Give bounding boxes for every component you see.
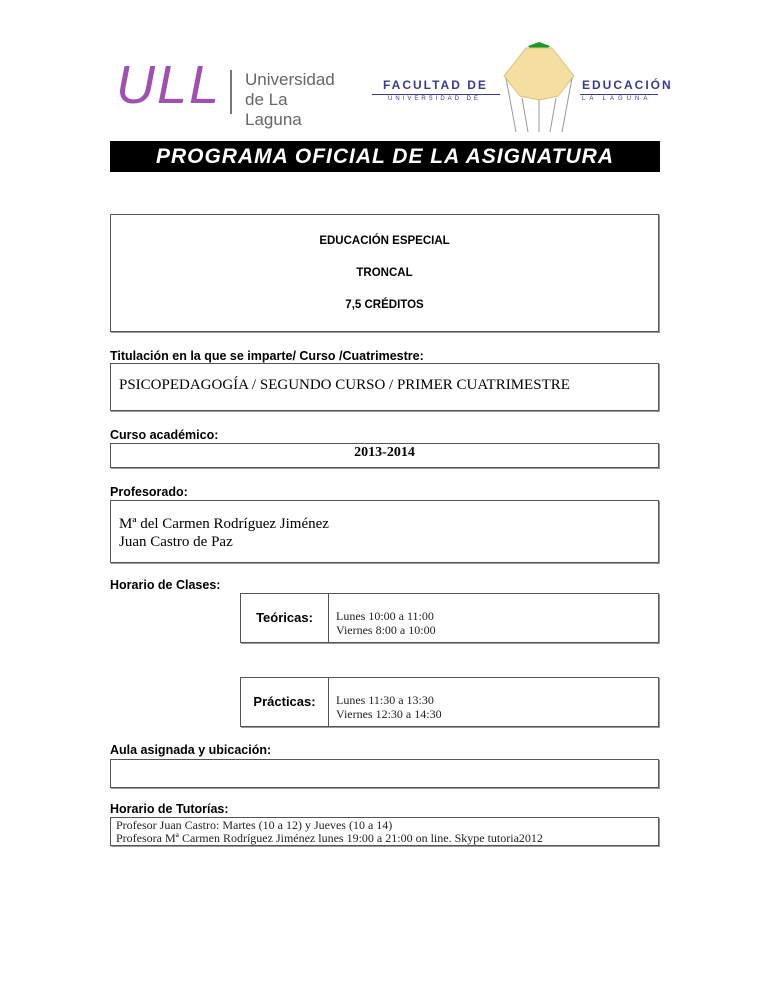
- subject-type: TRONCAL: [356, 267, 413, 279]
- classroom-box: [110, 759, 659, 788]
- year-box: [110, 443, 659, 468]
- ull-logo-mark: ULL: [116, 55, 222, 115]
- practice-box: [240, 677, 659, 727]
- subject-credits: 7,5 CRÉDITOS: [345, 299, 424, 311]
- theory-time: Viernes 8:00 a 10:00: [336, 623, 436, 637]
- subject-name: EDUCACIÓN ESPECIAL: [319, 235, 450, 247]
- ull-logo-line2: de La Laguna: [245, 90, 302, 129]
- faculty-box: [110, 500, 659, 563]
- theory-box: [240, 593, 659, 643]
- practice-label: Prácticas:: [241, 678, 329, 726]
- faculty-logo-right-bottom: LA LAGUNA: [582, 96, 652, 102]
- tutoring-line: Profesor Juan Castro: Martes (10 a 12) y Jueves (10 a 14): [116, 818, 393, 832]
- ull-logo-line1: Universidad: [245, 70, 335, 89]
- faculty-logo-left-top: FACULTAD DE: [383, 78, 488, 92]
- degree-value: PSICOPEDAGOGÍA / SEGUNDO CURSO / PRIMER CUATRIMESTRE: [119, 377, 570, 393]
- faculty-logo-right-top: EDUCACIÓN: [582, 78, 673, 92]
- classroom-label: Aula asignada y ubicación:: [110, 743, 272, 757]
- faculty-logo-left-bottom: UNIVERSIDAD DE: [388, 96, 482, 102]
- faculty-logo: [370, 42, 673, 134]
- theory-time: Lunes 10:00 a 11:00: [336, 609, 434, 623]
- title-banner-text: PROGRAMA OFICIAL DE LA ASIGNATURA: [155, 145, 615, 168]
- schedule-label: Horario de Clases:: [110, 578, 221, 592]
- tutoring-label: Horario de Tutorías:: [110, 802, 229, 816]
- degree-box: [110, 363, 659, 411]
- year-value: 2013-2014: [354, 445, 415, 460]
- pencil-icon: [498, 42, 580, 134]
- faculty-name: Mª del Carmen Rodríguez Jiménez: [119, 516, 329, 532]
- title-banner: [110, 141, 660, 172]
- degree-label: Titulación en la que se imparte/ Curso /Cuatrimestre:: [110, 349, 424, 363]
- subject-box: [110, 214, 659, 332]
- ull-logo: [116, 55, 346, 129]
- tutoring-box: [110, 817, 659, 846]
- practice-time: Viernes 12:30 a 14:30: [336, 707, 442, 721]
- tutoring-line: Profesora Mª Carmen Rodríguez Jiménez lunes 19:00 a 21:00 on line. Skype tutoria2012: [116, 831, 543, 845]
- logo-divider: [230, 70, 232, 114]
- theory-label: Teóricas:: [241, 594, 329, 642]
- faculty-name: Juan Castro de Paz: [119, 534, 233, 550]
- year-label: Curso académico:: [110, 428, 219, 442]
- faculty-label: Profesorado:: [110, 485, 188, 499]
- practice-time: Lunes 11:30 a 13:30: [336, 693, 434, 707]
